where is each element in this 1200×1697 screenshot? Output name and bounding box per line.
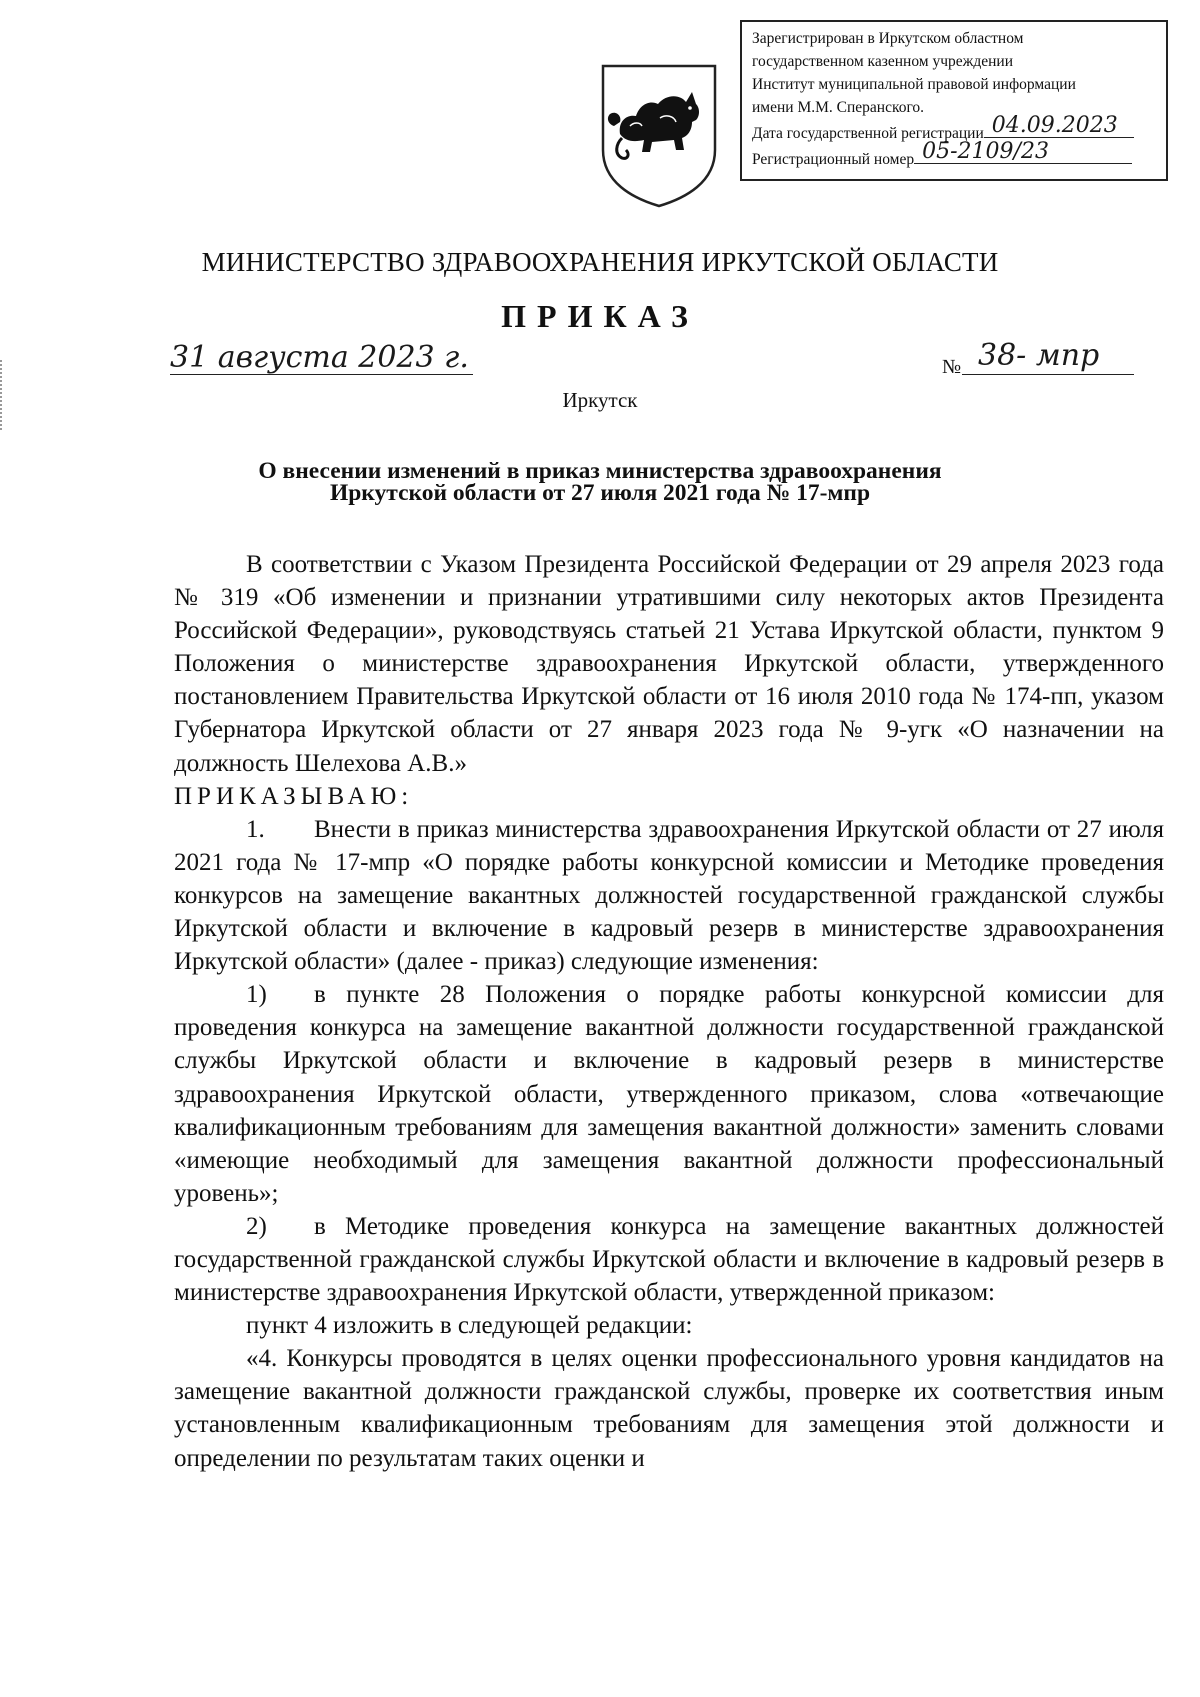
ministry-name: МИНИСТЕРСТВО ЗДРАВООХРАНЕНИЯ ИРКУТСКОЙ ОБЛАСТИ bbox=[201, 247, 999, 277]
registration-number-row bbox=[752, 139, 1156, 171]
subitem-text: в пункте 28 Положения о порядке работы конкурсной комиссии для проведения конкурса на замещение вакантной должности государственной гражданской службы Иркутской области и включение в кадровый резерв в министерстве здравоохранения Иркутской области, утвержденного приказом, слова «отвечающие квалификационным требованиям для замещения вакантной должности» заменить словами «имеющие необходимый для замещения вакантной должности профессиональный уровень»; bbox=[174, 981, 1164, 1207]
order-number-handwritten: 38- мпр bbox=[978, 338, 1100, 373]
order-word: ПРИКАЗЫВАЮ: bbox=[174, 782, 414, 810]
registration-date-field bbox=[984, 113, 1134, 138]
subitem-number: 1) bbox=[246, 981, 267, 1009]
registration-line: Зарегистрирован в Иркутском областном bbox=[752, 30, 1024, 47]
registration-number-field bbox=[914, 139, 1132, 164]
coat-of-arms-emblem bbox=[600, 64, 718, 208]
order-body bbox=[174, 548, 1164, 1475]
subitem-text: в Методике проведения конкурса на замещение вакантных должностей государственной гражданской службы Иркутской области и включение в кадровый резерв в министерстве здравоохранения Иркутской области, утвержденной приказом: bbox=[174, 1212, 1164, 1307]
order-date-underline bbox=[170, 374, 473, 375]
registration-date-handwritten: 04.09.2023 bbox=[991, 113, 1118, 138]
point-4-text: «4. Конкурсы проводятся в целях оценки профессионального уровня кандидатов на замещение вакантной должности гражданской службы, проверке их соответствия иным установленным квалификационным требованиям для замещения этой должности и определении по результатам таких оценки и bbox=[174, 1345, 1164, 1472]
registration-date-label: Дата государственной регистрации bbox=[752, 125, 984, 142]
preamble-paragraph: В соответствии с Указом Президента Российской Федерации от 29 апреля 2023 года № 319 «Об изменении и признании утратившими силу некоторых актов Президента Российской Федерации», руководствуясь статьей 21 Устава Иркутской области, пунктом 9 Положения о министерстве здравоохранения Иркутской области, утвержденного постановлением Правительства Иркутской области от 16 июля 2010 года № 174-пп, указом Губернатора Иркутской области от 27 января 2023 года № 9-угк «О назначении на должность Шелехова А.В.» bbox=[174, 551, 1164, 777]
item-1-paragraph bbox=[174, 813, 1164, 978]
subitem-2-paragraph bbox=[174, 1210, 1164, 1309]
document-type-title: ПРИКАЗ bbox=[501, 298, 699, 334]
registration-stamp bbox=[740, 20, 1168, 181]
registration-number-handwritten: 05-2109/23 bbox=[922, 139, 1049, 164]
order-number-label: № bbox=[942, 356, 962, 378]
registration-line: имени М.М. Сперанского. bbox=[752, 99, 925, 116]
order-date-handwritten: 31 августа 2023 г. bbox=[170, 340, 469, 375]
item-text: Внести в приказ министерства здравоохранения Иркутской области от 27 июля 2021 года № 17-мпр «О порядке работы конкурсной комиссии и Методике проведения конкурсов на замещение вакантных должностей государственной гражданской службы Иркутской области и включение в кадровый резерв в министерстве здравоохранения Иркутской области» (далее - приказ) следующие изменения: bbox=[174, 815, 1164, 976]
city-name: Иркутск bbox=[562, 388, 638, 412]
subitem-1-paragraph bbox=[174, 978, 1164, 1210]
order-number-underline bbox=[962, 374, 1134, 375]
subitem-number: 2) bbox=[246, 1212, 267, 1240]
registration-line: государственном казенном учреждении bbox=[752, 53, 1014, 70]
registration-line: Институт муниципальной правовой информации bbox=[752, 76, 1076, 93]
point-4-intro: пункт 4 изложить в следующей редакции: bbox=[246, 1312, 693, 1340]
registration-number-label: Регистрационный номер bbox=[752, 151, 915, 168]
subject-line: Иркутской области от 27 июля 2021 года № 17-мпр bbox=[329, 480, 871, 506]
item-number: 1. bbox=[246, 815, 265, 843]
subject-line: О внесении изменений в приказ министерства здравоохранения bbox=[258, 458, 942, 484]
order-subject bbox=[200, 460, 1000, 504]
